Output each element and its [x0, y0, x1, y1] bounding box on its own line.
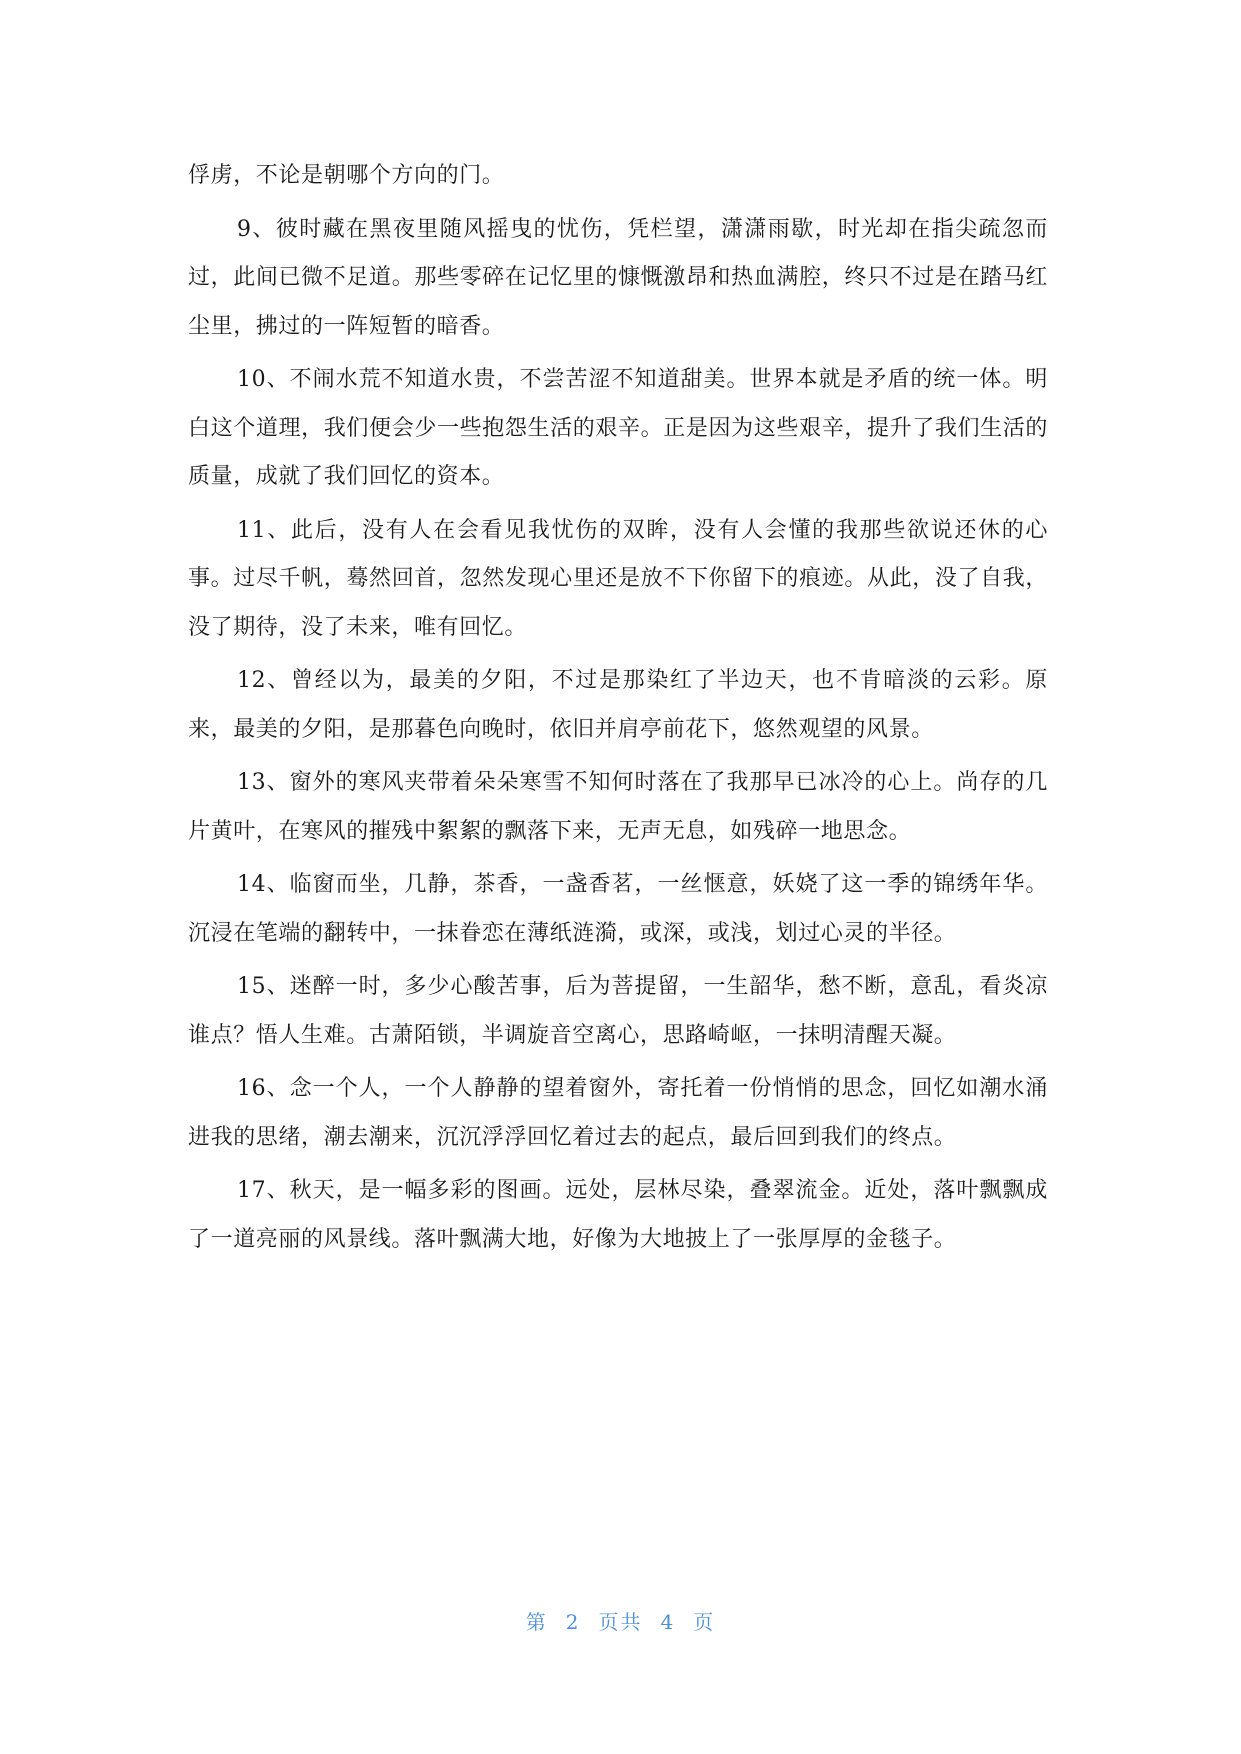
paragraph-17: 17、秋天，是一幅多彩的图画。远处，层林尽染，叠翠流金。近处，落叶飘飘成了一道亮丽的风景线。落叶飘满大地，好像为大地披上了一张厚厚的金毯子。	[188, 1178, 1048, 1252]
paragraph-11: 11、此后，没有人在会看见我忧伤的双眸，没有人会懂的我那些欲说还休的心事。过尽千帆，蓦然回首，忽然发现心里还是放不下你留下的痕迹。从此，没了自我，没了期待，没了未来，唯有回忆。	[188, 517, 1048, 640]
footer-middle: 页共	[598, 1610, 643, 1634]
footer-current-page: 2	[565, 1610, 581, 1634]
page-footer	[0, 1606, 1241, 1635]
paragraph-continuation: 俘虏，不论是朝哪个方向的门。	[188, 163, 505, 188]
paragraph-13: 13、窗外的寒风夹带着朵朵寒雪不知何时落在了我那早已冰冷的心上。尚存的几片黄叶，在寒风的摧残中絮絮的飘落下来，无声无息，如残碎一地思念。	[188, 770, 1048, 844]
footer-total-pages: 4	[660, 1610, 676, 1634]
document-body	[188, 152, 1048, 1269]
paragraph-10: 10、不闹水荒不知道水贵，不尝苦涩不知道甜美。世界本就是矛盾的统一体。明白这个道理，我们便会少一些抱怨生活的艰辛。正是因为这些艰辛，提升了我们生活的质量，成就了我们回忆的资本。	[188, 367, 1048, 489]
footer-suffix: 页	[693, 1610, 716, 1634]
paragraph-14: 14、临窗而坐，几静，茶香，一盏香茗，一丝惬意，妖娆了这一季的锦绣年华。沉浸在笔端的翻转中，一抹眷恋在薄纸涟漪，或深，或浅，划过心灵的半径。	[188, 872, 1048, 946]
paragraph-16: 16、念一个人，一个人静静的望着窗外，寄托着一份悄悄的思念，回忆如潮水涌进我的思绪，潮去潮来，沉沉浮浮回忆着过去的起点，最后回到我们的终点。	[188, 1076, 1048, 1150]
paragraph-12: 12、曾经以为，最美的夕阳，不过是那染红了半边天，也不肯暗淡的云彩。原来，最美的夕阳，是那暮色向晚时，依旧并肩亭前花下，悠然观望的风景。	[188, 668, 1048, 742]
paragraph-15: 15、迷醉一时，多少心酸苦事，后为菩提留，一生韶华，愁不断，意乱，看炎凉谁点？悟人生难。古萧陌锁，半调旋音空离心，思路崎岖，一抹明清醒天凝。	[188, 974, 1048, 1048]
paragraph-9: 9、彼时藏在黑夜里随风摇曳的忧伤，凭栏望，潇潇雨歇，时光却在指尖疏忽而过，此间已微不足道。那些零碎在记忆里的慷慨激昂和热血满腔，终只不过是在踏马红尘里，拂过的一阵短暂的暗香。	[188, 216, 1048, 339]
footer-prefix: 第	[525, 1610, 548, 1634]
